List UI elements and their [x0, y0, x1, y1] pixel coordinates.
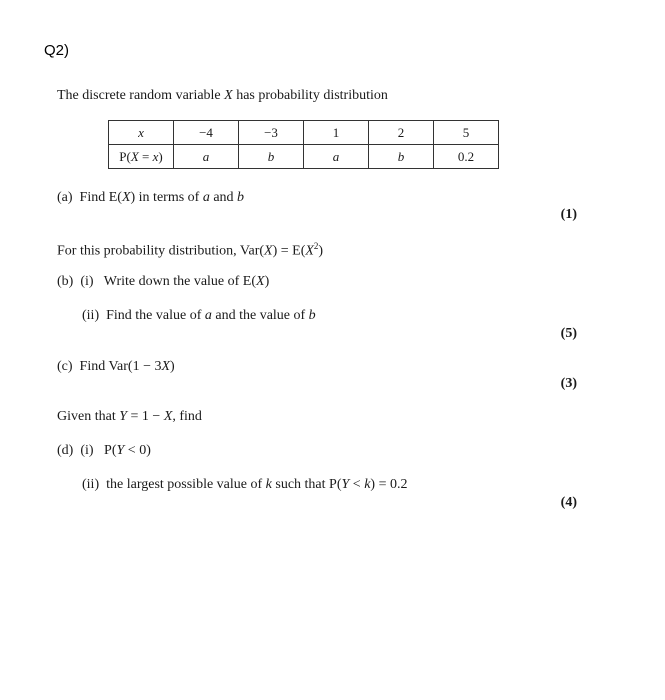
part-d-marks: (4) [560, 495, 577, 510]
part-b-i: (b) (i) Write down the value of E(X) [57, 274, 270, 289]
part-b-marks: (5) [560, 326, 577, 341]
part-d-i: (d) (i) P(Y < 0) [57, 443, 151, 458]
table-cell: a [174, 145, 239, 169]
part-b-ii: (ii) Find the value of a and the value of b [82, 308, 316, 323]
part-b-label: (b) [57, 274, 74, 289]
table-cell: 1 [304, 121, 369, 145]
table-cell: b [369, 145, 434, 169]
table-cell: 0.2 [434, 145, 499, 169]
question-number: Q2) [44, 42, 70, 59]
table-header-p: P(X = x) [109, 145, 174, 169]
intro-prefix: The discrete random variable [57, 88, 225, 103]
statement-given: Given that Y = 1 − X, find [57, 409, 202, 424]
intro-suffix: has probability distribution [232, 88, 388, 103]
part-d-label: (d) [57, 443, 74, 458]
table-cell: 2 [369, 121, 434, 145]
part-c-label: (c) [57, 359, 73, 374]
intro-var: X [224, 88, 233, 103]
distribution-table [108, 120, 499, 169]
part-a-label: (a) [57, 190, 73, 205]
table-header-x: x [109, 121, 174, 145]
part-a-marks: (1) [560, 207, 577, 222]
table-cell: −3 [239, 121, 304, 145]
part-c-marks: (3) [560, 376, 577, 391]
table-row-x [109, 121, 499, 145]
table-cell: −4 [174, 121, 239, 145]
intro-text [57, 88, 388, 104]
table-cell: a [304, 145, 369, 169]
table-cell: 5 [434, 121, 499, 145]
part-a: (a) Find E(X) in terms of a and b [57, 190, 245, 205]
table-row-p [109, 145, 499, 169]
part-c: (c) Find Var(1 − 3X) [57, 359, 175, 374]
statement-variance: For this probability distribution, $Var(X) = E(X^2)$ [57, 241, 324, 259]
part-d-ii: (ii) the largest possible value of k such that P(Y < k) = 0.2 [82, 477, 408, 492]
table-cell: b [239, 145, 304, 169]
